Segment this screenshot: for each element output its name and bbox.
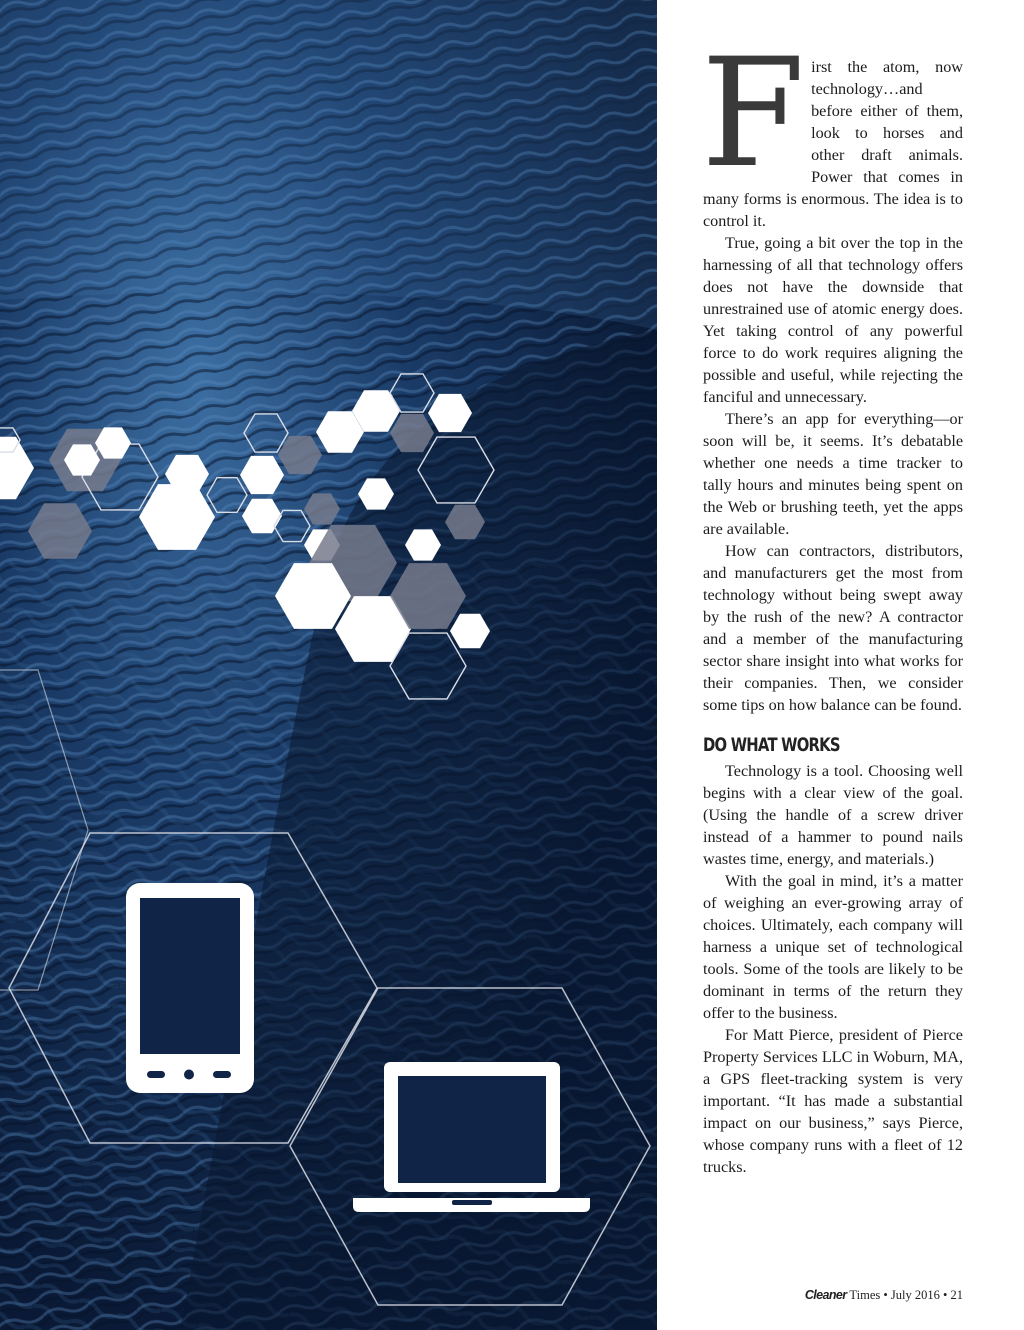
magazine-name-rest: Times [846, 1288, 881, 1302]
drop-cap: F [701, 27, 806, 201]
article-paragraph: There’s an app for everything—or soon will be, it seems. It’s debatable whether one needs a time tracker to tally hours and minutes being spent on the Web or brushing teeth, yet the apps are available. [703, 410, 963, 538]
separator: • [880, 1288, 891, 1302]
article-body [701, 27, 963, 1178]
article-paragraph: First the atom, now technology…and before either of them, look to horses and other draft animals. Power that comes in many forms is enormous. The idea is to control it. [701, 27, 963, 230]
separator: • [939, 1288, 951, 1302]
magazine-name: Cleaner [804, 1288, 847, 1302]
article-paragraph: How can contractors, distributors, and manufacturers get the most from technology without being swept away by the rush of the new? A contractor and a member of the manufacturing sector share insight into what works for their companies. Then, we consider some tips on how balance can be found. [703, 542, 963, 714]
issue-date: July 2016 [890, 1288, 940, 1302]
tablet-icon [126, 883, 254, 1093]
page-number: 21 [950, 1288, 963, 1302]
article-paragraph: True, going a bit over the top in the harnessing of all that technology offers does not have the downside that unrestrained use of atomic energy does. Yet taking control of any powerful force to do work requires aligning the possible and useful, while rejecting the fanciful and unnecessary. [703, 234, 963, 406]
laptop-icon [353, 1062, 590, 1212]
article-paragraph: With the goal in mind, it’s a matter of weighing an ever-growing array of choices. Ultimately, each company will harness a unique set of technological tools. Some of the tools are likely to be dominant in terms of the return they offer to the business. [703, 872, 963, 1022]
article-paragraph: For Matt Pierce, president of Pierce Property Services LLC in Woburn, MA, a GPS fleet-tracking system is very important. “It has made a substantial impact on our business,” says Pierce, whose company runs with a fleet of 12 trucks. [703, 1026, 963, 1176]
section-heading: DO WHAT WORKS [703, 734, 840, 756]
article-paragraph: Technology is a tool. Choosing well begins with a clear view of the goal. (Using the handle of a screw driver instead of a hammer to pound nails wastes time, energy, and materials.) [703, 762, 963, 868]
page-footer [805, 1288, 963, 1303]
